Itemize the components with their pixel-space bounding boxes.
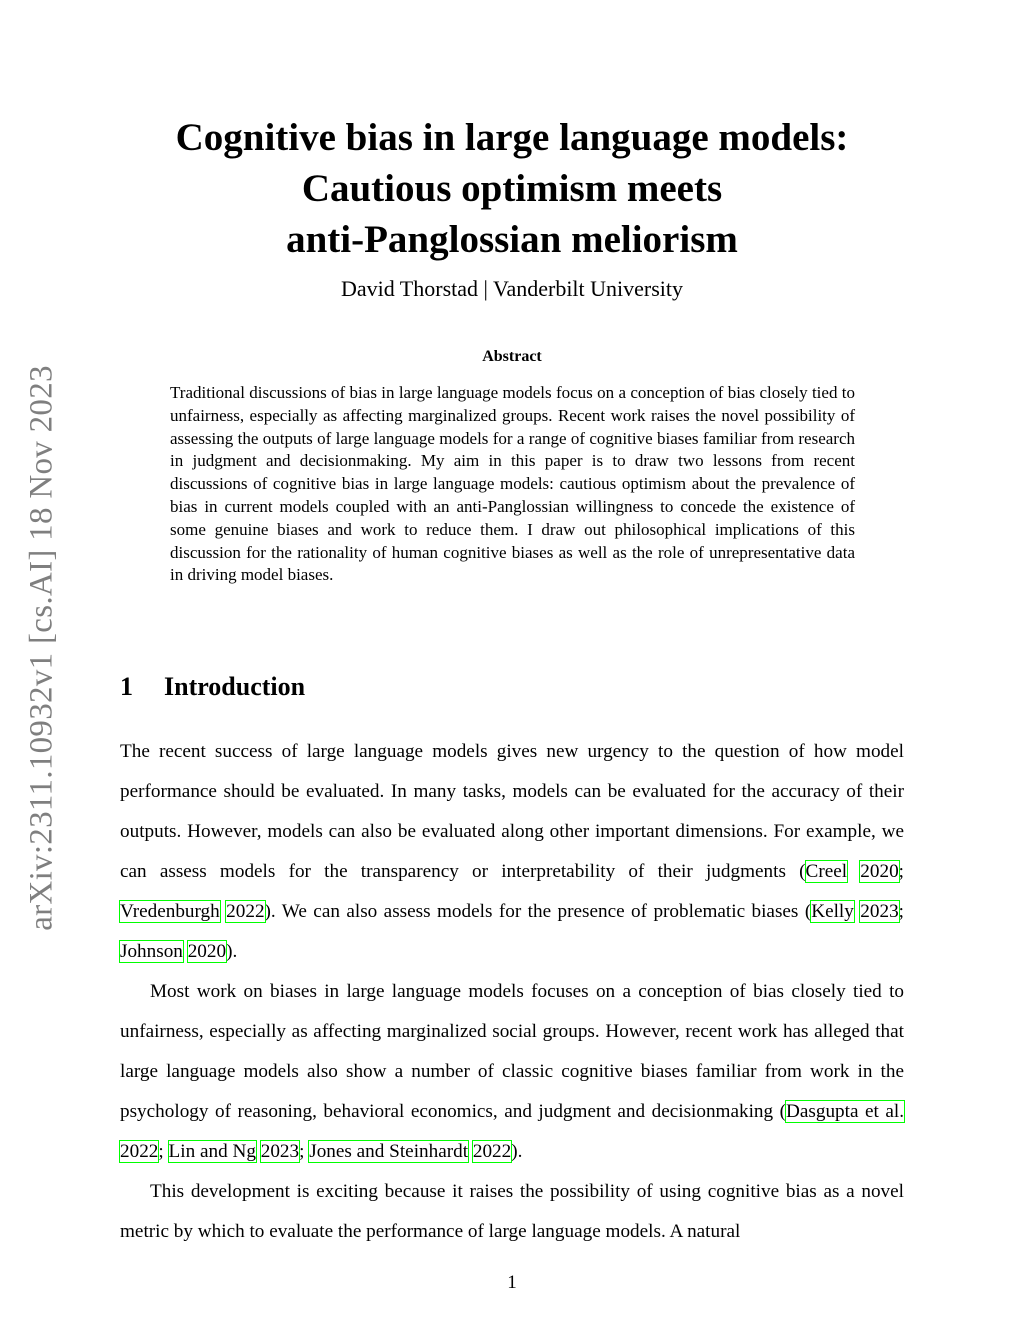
abstract-text: Traditional discussions of bias in large language models focus on a conception of bias closely tied to unfairness, especially as affecting marginalized groups. Recent work raises the novel possibility of assessing the outputs of large language models for a range of cognitive biases familiar from research in judgment and decisionmaking. My aim in this paper is to draw two lessons from recent discussions of cognitive bias in large language models: cautious optimism about the prevalence of bias in current models coupled with an anti-Panglossian willingness to concede the existence of some genuine biases and work to reduce them. I draw out philosophical implications of this discussion for the rationality of human cognitive biases as well as the role of unrepresentative data in driving model biases. bbox=[170, 383, 855, 585]
citation-link[interactable]: Kelly bbox=[811, 901, 854, 922]
section-number: 1 bbox=[120, 672, 133, 701]
citation-separator: ; bbox=[898, 901, 904, 922]
paragraph-text: ). bbox=[511, 1141, 523, 1162]
body-text bbox=[120, 732, 904, 1252]
citation-year-link[interactable]: 2022 bbox=[472, 1141, 512, 1162]
citation-link[interactable]: Creel bbox=[805, 861, 848, 882]
citation-link[interactable]: Dasgupta et al. bbox=[786, 1101, 904, 1122]
section-heading bbox=[120, 670, 305, 704]
author-line: David Thorstad | Vanderbilt University bbox=[340, 276, 684, 301]
abstract-heading: Abstract bbox=[482, 348, 542, 365]
paragraph-text: This development is exciting because it raises the possibility of using cognitive bias as a novel metric by which to evaluate the performance of large language models. A natural bbox=[120, 1181, 904, 1242]
citation-separator: ; bbox=[299, 1141, 310, 1162]
citation-link[interactable]: Lin and Ng bbox=[168, 1141, 256, 1162]
citation-year-link[interactable]: 2020 bbox=[860, 861, 899, 882]
citation-year-link[interactable]: 2022 bbox=[120, 1141, 159, 1162]
paragraph-text: ). bbox=[226, 941, 238, 962]
paragraph bbox=[120, 972, 904, 1172]
paragraph-text: ). We can also assess models for the presence of problematic biases ( bbox=[264, 901, 812, 922]
arxiv-identifier: arXiv:2311.10932v1 [cs.AI] 18 Nov 2023 bbox=[23, 365, 60, 931]
citation-separator: ; bbox=[158, 1141, 169, 1162]
section-title: Introduction bbox=[164, 672, 306, 701]
paragraph-text: Most work on biases in large language models focuses on a conception of bias closely tied to unfairness, especially as affecting marginalized social groups. However, recent work has alleged that large language models also show a number of classic cognitive biases familiar from work in the psychology of reasoning, behavioral economics, and judgment and decisionmaking ( bbox=[120, 981, 904, 1122]
citation-year-link[interactable]: 2022 bbox=[226, 901, 265, 922]
citation-link[interactable]: Jones and Steinhardt bbox=[309, 1141, 469, 1162]
page-number: 1 bbox=[507, 1272, 517, 1293]
paragraph-text: The recent success of large language models gives new urgency to the question of how model performance should be evaluated. In many tasks, models can be evaluated for the accuracy of their outputs. However, models can also be evaluated along other important dimensions. For example, we can assess models for the transparency or interpretability of their judgments ( bbox=[120, 741, 904, 882]
title-line: anti-Panglossian meliorism bbox=[286, 218, 738, 261]
citation-year-link[interactable]: 2023 bbox=[260, 1141, 300, 1162]
paragraph bbox=[120, 732, 904, 972]
citation-year-link[interactable]: 2020 bbox=[187, 941, 227, 962]
citation-link[interactable]: Vredenburgh bbox=[120, 901, 220, 922]
paragraph bbox=[120, 1172, 904, 1252]
title-line: Cognitive bias in large language models: bbox=[175, 116, 849, 159]
citation-separator: ; bbox=[898, 861, 904, 882]
title-line: Cautious optimism meets bbox=[301, 167, 723, 210]
citation-link[interactable]: Johnson bbox=[120, 941, 183, 962]
citation-year-link[interactable]: 2023 bbox=[860, 901, 899, 922]
paper-title bbox=[100, 112, 924, 265]
